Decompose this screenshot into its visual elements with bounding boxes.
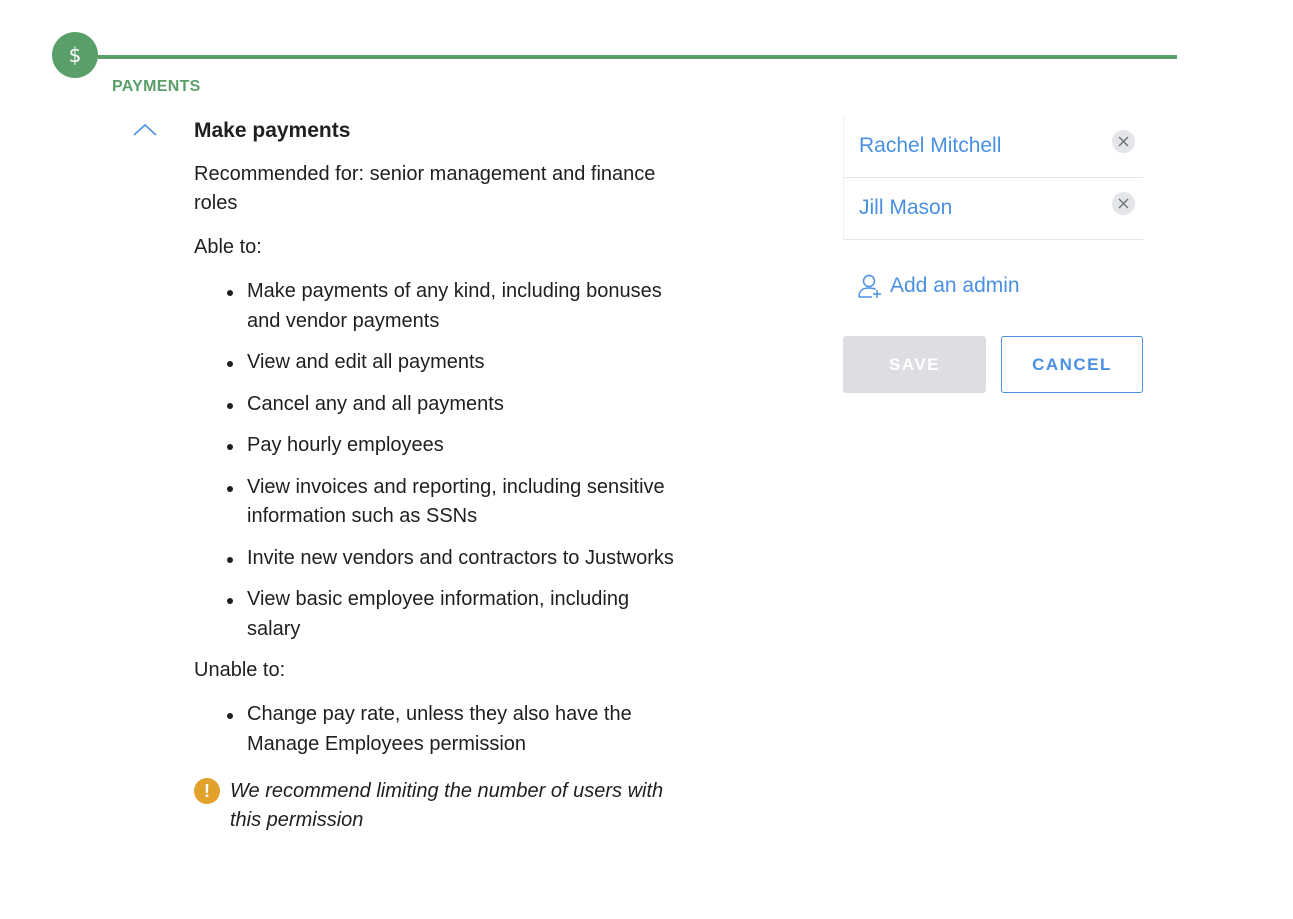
able-to-list [194, 277, 674, 644]
chevron-up-icon [131, 120, 159, 140]
admin-name[interactable]: Jill Mason [859, 196, 953, 219]
list-item: View invoices and reporting, including sensitive information such as SSNs [194, 473, 674, 532]
list-item: View basic employee information, including salary [194, 585, 674, 644]
recommended-for-text: Recommended for: senior management and finance roles [194, 163, 656, 214]
list-item: View and edit all payments [194, 348, 674, 378]
remove-admin-button[interactable] [1112, 192, 1135, 215]
admin-name[interactable]: Rachel Mitchell [859, 134, 1002, 157]
admin-row [843, 116, 1143, 178]
list-item: Cancel any and all payments [194, 390, 674, 420]
add-admin-button[interactable] [858, 273, 1020, 299]
close-icon [1118, 136, 1129, 147]
admin-row [843, 178, 1143, 240]
cancel-button[interactable]: CANCEL [1001, 336, 1143, 393]
permission-title: Make payments [194, 119, 351, 142]
permission-details [194, 116, 674, 835]
unable-to-heading: Unable to: [194, 659, 286, 681]
permission-warning [194, 777, 674, 835]
collapse-button[interactable] [131, 120, 159, 140]
warning-icon: ! [194, 778, 220, 804]
add-admin-label: Add an admin [890, 274, 1020, 297]
warning-text: We recommend limiting the number of users with this permission [230, 780, 664, 831]
admin-panel [843, 116, 1143, 374]
section-divider [98, 55, 1177, 59]
save-button[interactable]: SAVE [843, 336, 986, 393]
list-item: Invite new vendors and contractors to Justworks [194, 544, 674, 574]
able-to-heading: Able to: [194, 236, 262, 258]
unable-to-list [194, 700, 674, 759]
list-item: Change pay rate, unless they also have the Manage Employees permission [194, 700, 674, 759]
payments-section-icon [52, 32, 98, 78]
remove-admin-button[interactable] [1112, 130, 1135, 153]
dollar-icon: $ [68, 43, 82, 67]
close-icon [1118, 198, 1129, 209]
add-user-icon [858, 273, 882, 299]
section-title: PAYMENTS [112, 78, 201, 95]
list-item: Pay hourly employees [194, 431, 674, 461]
list-item: Make payments of any kind, including bonuses and vendor payments [194, 277, 674, 336]
